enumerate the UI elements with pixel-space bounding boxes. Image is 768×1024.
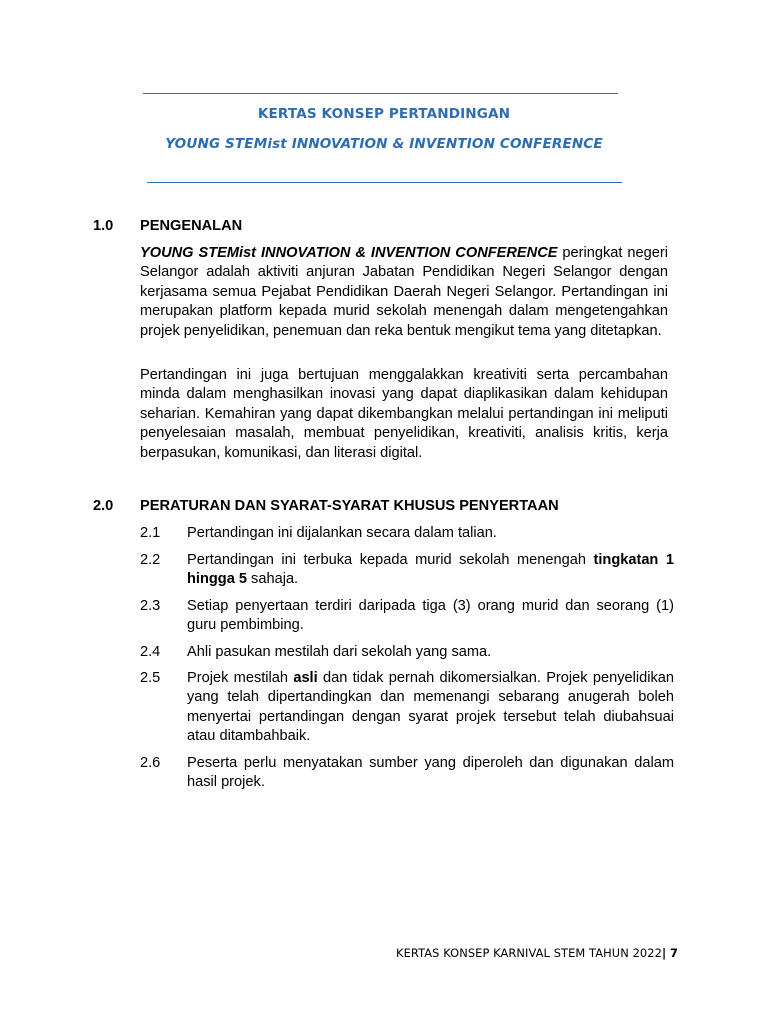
list-item-text: Ahli pasukan mestilah dari sekolah yang sama. [187, 644, 492, 660]
list-item-number: 2.2 [140, 552, 161, 568]
list-item-text: Pertandingan ini dijalankan secara dalam talian. [187, 525, 497, 541]
list-item-number: 2.1 [140, 525, 161, 541]
list-item-text-part: Projek mestilah [187, 670, 294, 686]
list-item-emphasis: tingkatan 1 hingga 5 [187, 552, 675, 588]
section-1-paragraph-2: Pertandingan ini juga bertujuan menggalakkan kreativiti serta percambahan minda dalam menghasilkan inovasi yang dapat diaplikasikan dalam kehidupan seharian. Kemahiran yang dapat dikembangkan melalui pertandingan ini meliputi penyelesaian masalah, membuat penyelidikan, kreativiti, analisis kritis, kerja berpasukan, komunikasi, dan literasi digital. [140, 367, 668, 461]
list-item-number: 2.4 [140, 644, 161, 660]
section-1-number: 1.0 [93, 218, 114, 234]
section-1-paragraph-1 [140, 244, 668, 341]
footer-separator: | [661, 946, 667, 960]
list-item-text-part: Pertandingan ini terbuka kepada murid sekolah menengah [187, 552, 594, 568]
list-item-number: 2.5 [140, 670, 161, 686]
section-2-number: 2.0 [93, 498, 114, 514]
list-item-text-part: sahaja. [247, 571, 299, 588]
list-item-number: 2.3 [140, 598, 161, 614]
list-item-text: Peserta perlu menyatakan sumber yang diperoleh dan digunakan dalam hasil projek. [187, 755, 674, 791]
list-item-text [187, 669, 674, 747]
page-title: KERTAS KONSEP PERTANDINGAN [257, 106, 511, 122]
footer-text: KERTAS KONSEP KARNIVAL STEM TAHUN 2022 [396, 946, 662, 960]
header-top-rule [143, 93, 618, 94]
page-footer [396, 946, 678, 960]
list-item-text-part: dan tidak pernah dikomersialkan. Projek penyelidikan yang telah dipertandingkan dan memenangi sebarang anugerah boleh menyertai pertandingan dengan syarat projek tersebut telah diubahsuai atau ditambahbaik. [187, 670, 674, 745]
paragraph-1-body: peringkat negeri Selangor adalah aktiviti anjuran Jabatan Pendidikan Negeri Selangor dengan kerjasama semua Pejabat Pendidikan Daerah Negeri Selangor. Pertandingan ini merupakan platform kepada murid sekolah menengah dalam mengetengahkan projek penyelidikan, penemuan dan reka bentuk mengikut tema yang ditetapkan. [140, 245, 668, 339]
conference-name: YOUNG STEMist INNOVATION & INVENTION CONFERENCE [140, 245, 558, 261]
list-item-number: 2.6 [140, 755, 161, 771]
page-number: 7 [669, 946, 678, 960]
list-item-text [187, 551, 674, 590]
section-1-title: PENGENALAN [140, 218, 243, 234]
list-item-emphasis: asli [293, 670, 318, 686]
page-subtitle: YOUNG STEMist INNOVATION & INVENTION CONFERENCE [165, 136, 603, 152]
section-2-title: PERATURAN DAN SYARAT-SYARAT KHUSUS PENYERTAAN [140, 498, 559, 514]
header-bottom-rule [147, 182, 622, 183]
list-item-text: Setiap penyertaan terdiri daripada tiga (3) orang murid dan seorang (1) guru pembimbing. [187, 598, 674, 634]
